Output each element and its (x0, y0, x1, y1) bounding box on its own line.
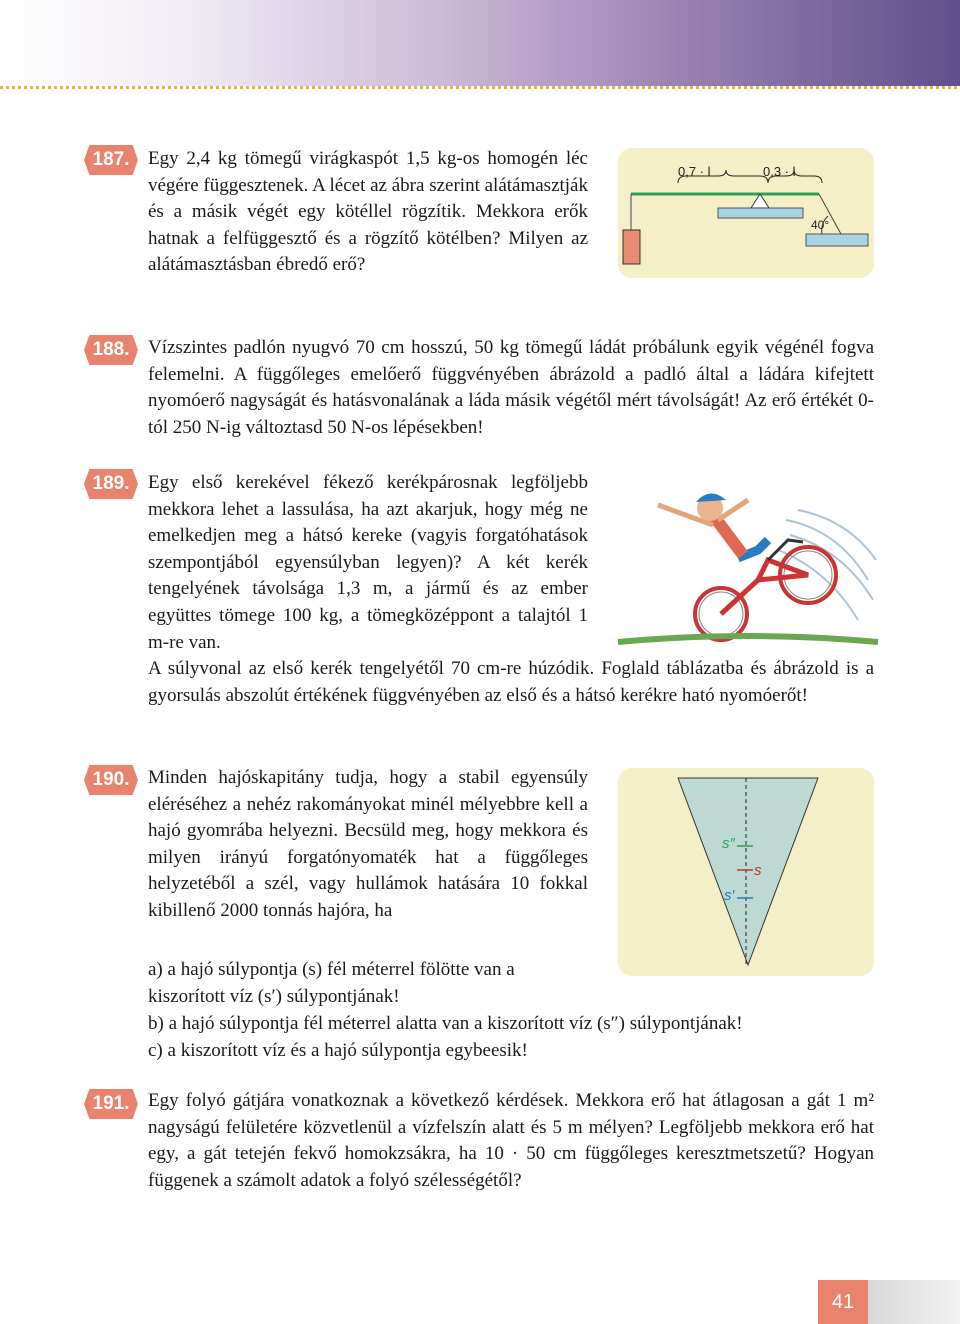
helmet (696, 493, 726, 502)
lever-diagram (618, 148, 874, 278)
problem-number-188 (84, 335, 138, 365)
cyclist-body (713, 515, 743, 555)
figure-190-box (618, 768, 874, 976)
cyclist-illustration (618, 480, 880, 648)
problem-189-text: Egy első kerekével fékező kerékpárosnak legföljebb mekkora lehet a lassulása, ha azt akarjuk, hogy még ne emelkedjen meg a hátsó kereke (vagyis forgatóhatások szempontjából egyensúlyban legyen)? A két kerék tengelyének távolsága 1,3 m, a jármű és az ember együttes tömege 100 kg, a tömegközéppont a talajtól 1 m-re van. (148, 472, 588, 653)
header-band (0, 0, 960, 86)
angle-label: 40° (811, 218, 830, 232)
problem-number-label: 190. (92, 769, 130, 790)
length-label-right: 0,3 · l (763, 164, 796, 179)
problem-190-item-a-line2: kiszorított víz (s′) súlypontjának! (148, 986, 400, 1007)
figure-187-box (618, 148, 874, 278)
label-s-prime: s′ (724, 887, 735, 904)
problem-190-item-a-line1: a) a hajó súlypontja (s) fél méterrel fölötte van a (148, 959, 515, 980)
grass (618, 636, 878, 642)
problem-number-191 (84, 1089, 138, 1119)
label-s: s (754, 862, 762, 879)
flower-pot (623, 230, 640, 264)
problem-190-item-b: b) a hajó súlypontja fél méterrel alatta van a kiszorított víz (s″) súlypontjának! (148, 1013, 743, 1034)
problem-190-item-c: c) a kiszorított víz és a hajó súlypontja egybeesik! (148, 1040, 528, 1061)
problem-189-text-continued: A súlyvonal az első kerék tengelyétől 70 cm-re húzódik. Foglald táblázatba és ábrázold is a gyorsulás abszolút értékének függvényében az első és a hátsó kerékre ható nyomóerőt! (148, 658, 874, 706)
problem-191-text: Egy folyó gátjára vonatkoznak a következő kérdések. Mekkora erő hat átlagosan a gát 1 m² nagyságú felületére közvetlenül a vízfelszín alatt és 5 m mélyen? Legföljebb mekkora erő hat egy, a gát tetején fekvő homokzsákra, ha 10 · 50 cm függőleges keresztmetszetű? Hogyan függenek a számolt adatok a folyó szélességétől? (148, 1090, 874, 1191)
hull-cross-section (678, 778, 818, 965)
problem-187-text: Egy 2,4 kg tömegű virágkaspót 1,5 kg-os homogén léc végére függesztenek. A lécet az ábra szerint alátámasztják és a másik végét egy kötéllel rögzítik. Mekkora erők hatnak a felfüggesztő és a rögzítő kötélben? Milyen az alátámasztásban ébredő erő? (148, 148, 588, 276)
problem-number-label: 189. (92, 473, 130, 494)
problem-number-190 (84, 765, 138, 795)
problem-number-label: 188. (92, 339, 130, 360)
length-label-left: 0,7 · l (678, 164, 711, 179)
footer-bar (868, 1280, 960, 1324)
bike-frame (721, 560, 808, 614)
support-wedge (751, 194, 769, 208)
page-number: 41 (818, 1280, 868, 1324)
problem-number-187 (84, 145, 138, 175)
ship-hull-diagram (618, 768, 874, 976)
problem-190-text: Minden hajóskapitány tudja, hogy a stabil egyensúly eléréséhez a nehéz rakományokat minél mélyebbre kell a hajó gyomrába helyezni. Becsüld meg, hogy mekkora és milyen irányú forgatónyomaték hat a függőleges helyzetéből a szél, vagy hullámok hatására 10 fokkal kibillenő 2000 tonnás hajóra, ha (148, 767, 588, 921)
problem-number-189 (84, 469, 138, 499)
problem-188-text: Vízszintes padlón nyugvó 70 cm hosszú, 50 kg tömegű ládát próbálunk egyik végénél fogva felemelni. A függőleges emelőerő függvényében ábrázold a padló által a ládára kifejtett nyomóerő nagyságát és hatásvonalának a láda másik végétől mért távolságát! Az erő értékét 0-tól 250 N-ig változtasd 50 N-os lépésekben! (148, 337, 874, 438)
label-s-double-prime: s″ (722, 835, 735, 852)
problem-number-label: 187. (92, 149, 130, 170)
support-block (718, 208, 803, 218)
problem-number-label: 191. (92, 1093, 130, 1114)
header-dotted-line (0, 86, 960, 89)
anchor-block (806, 234, 868, 246)
